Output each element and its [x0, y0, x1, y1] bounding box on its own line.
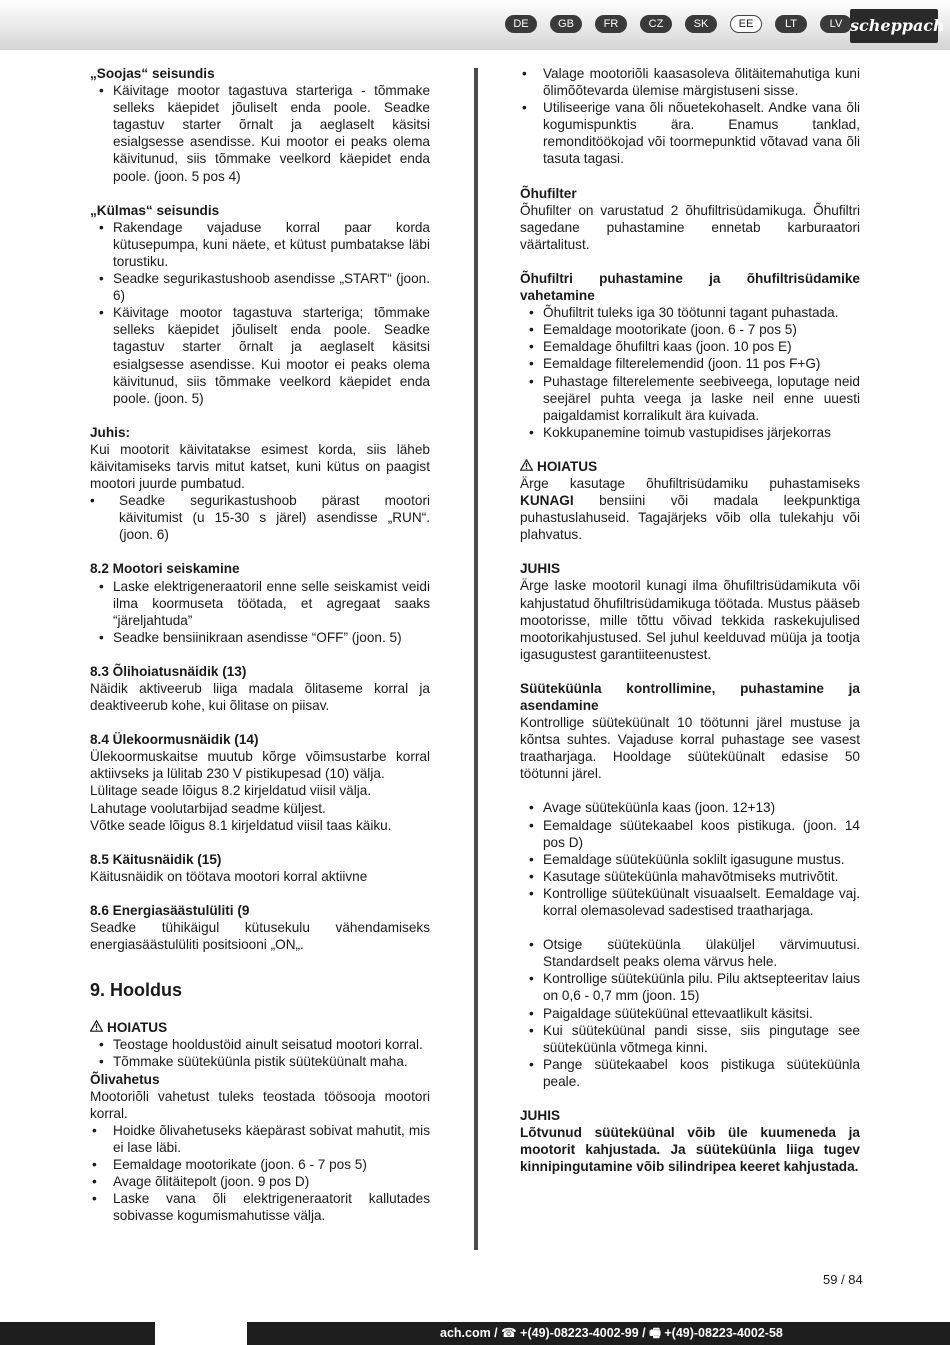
list-item: • Paigaldage süüteküünal ettevaatlikult käsitsi. [520, 1005, 860, 1022]
hoiatus-text-start: Ärge kasutage õhufiltrisüdamiku puhastamiseks [520, 475, 860, 491]
section-8-4-line: Lülitage seade lõigus 8.2 kirjeldatud viisil välja. [90, 783, 372, 799]
list-item: • Käivitage mootor tagastuva starteriga; tõmmake selleks käepidet jõuliselt enda poole. Seadke tagastuv starter õrnalt ja aeglaselt käsitsi esialgsesse asendisse. Kui mootor ei peaks olema käivitunud, siis tõmmake veelkord käepidet enda poole. (joon. 5) [90, 304, 430, 407]
list-item: • Laske elektrigeneraatoril enne selle seiskamist veidi ilma koormuseta töötada, et agregaat saaks “järeljahtuda” [90, 578, 430, 629]
puhastamine-heading: Õhufiltri puhastamine ja õhufiltrisüdamike vahetamine [520, 270, 860, 304]
syyte-text: Kontrollige süüteküünalt 10 töötunni järel mustuse ja kõntsa suhtes. Vajaduse korral puhastage see vasest traatharjaga. Hooldage süüteküünalt edasise 50 töötunni järel. [520, 715, 860, 782]
list-item: • Tõmmake süüteküünla pistik süüteküünalt maha. [90, 1053, 430, 1070]
right-column [520, 65, 860, 1175]
section-8-3-heading: 8.3 Õlihoiatusnäidik (13) [90, 663, 247, 679]
hoiatus-right-label: HOIATUS [537, 458, 598, 474]
syyte-list-2 [520, 936, 860, 1090]
hoiatus-text-end: bensiini või madala leekpunktiga puhastuslahuseid. Tagajärjeks võib olla tulekahju või plahvatus. [520, 493, 860, 543]
juhis-heading: Juhis: [90, 424, 131, 440]
list-item: • Teostage hooldustöid ainult seisatud mootori korral. [90, 1036, 430, 1053]
lang-tab-de[interactable]: DE [505, 15, 537, 33]
list-item: • Kontrollige süüteküünalt visuaalselt. Eemaldage vaj. korral olemasolevad sadestised traatharjaga. [520, 885, 860, 919]
list-item: • Avage süüteküünla kaas (joon. 12+13) [520, 799, 860, 816]
soojas-list [90, 82, 430, 185]
list-item: • Pange süütekaabel koos pistikuga süüteküünla peale. [520, 1056, 860, 1090]
warning-icon [520, 458, 534, 475]
section-8-6-text: Seadke tühikäigul kütusekulu vähendamiseks energiasäästulüliti positsiooni „ON„. [90, 920, 430, 953]
oil-list [520, 65, 860, 168]
list-item: • Kasutage süüteküünla mahavõtmiseks mutrivõtit. [520, 868, 860, 885]
list-item: • Eemaldage filterelemendid (joon. 11 pos F+G) [520, 355, 860, 372]
lang-tab-cz[interactable]: CZ [640, 15, 672, 33]
brand-logo: scheppach [850, 9, 938, 43]
column-divider [474, 68, 478, 1250]
list-item: • Eemaldage mootorikate (joon. 6 - 7 pos 5) [520, 321, 860, 338]
list-item: • Laske vana õli elektrigeneraatorit kallutades sobivasse kogumismahutisse välja. [90, 1190, 430, 1224]
list-item: • Käivitage mootor tagastuva starteriga - tõmmake selleks käepidet jõuliselt enda poole. Seadke tagastuv starter õrnalt ja aeglaselt käsitsi esialgsesse asendisse. Kui mootor ei peaks olema käivitunud, siis tõmmake veelkord käepidet enda poole. (joon. 5 pos 4) [90, 82, 430, 185]
list-item: • Hoidke õlivahetuseks käepärast sobivat mahutit, mis ei lase läbi. [90, 1122, 430, 1156]
page-number: 59 / 84 [823, 1272, 863, 1287]
list-item: • Õhufiltrit tuleks iga 30 töötunni tagant puhastada. [520, 304, 860, 321]
juhis-list [90, 492, 430, 543]
hoiatus-right-text [520, 475, 860, 543]
soojas-heading: „Soojas“ seisundis [90, 66, 215, 81]
lang-tab-lv[interactable]: LV [820, 15, 852, 33]
list-item: • Eemaldage süüteküünla soklilt igasugune mustus. [520, 851, 860, 868]
hoiatus-list [90, 1036, 430, 1070]
juhis-right-text: Ärge laske mootoril kunagi ilma õhufiltrisüdamikuta või kahjustatud õhufiltrisüdamikuga töötada. Mustus pääseb mootorisse, mille tõttu võivad tekkida raskekujulised mootorikahjustused. Sel juhul keelduvad müüja ja tootja igasugustest garantiiteenustest. [520, 578, 860, 662]
ohufilter-heading: Õhufilter [520, 185, 577, 201]
section-8-4-line: Lahutage voolutarbijad seadme küljest. [90, 800, 326, 816]
syyte-list-1 [520, 799, 860, 919]
language-tabs [505, 15, 852, 33]
list-item: • Kokkupanemine toimub vastupidises järjekorras [520, 424, 860, 441]
olivahetus-text: Mootoriõli vahetust tuleks teostada töösooja mootori korral. [90, 1088, 430, 1121]
olivahetus-heading: Õlivahetus [90, 1071, 160, 1087]
lang-tab-ee[interactable]: EE [730, 15, 762, 33]
lang-tab-lt[interactable]: LT [775, 15, 807, 33]
list-item: • Puhastage filterelemente seebiveega, loputage neid seejärel puhta veega ja laske neil enne uuesti paigaldamist korralikult ära kuivada. [520, 373, 860, 424]
lang-tab-gb[interactable]: GB [550, 15, 582, 33]
section-8-2-heading: 8.2 Mootori seiskamine [90, 561, 240, 577]
lang-tab-sk[interactable]: SK [685, 15, 717, 33]
list-item: • Eemaldage õhufiltri kaas (joon. 10 pos E) [520, 338, 860, 355]
section-8-4-line: Võtke seade lõigus 8.1 kirjeldatud viisil taas käiku. [90, 817, 392, 833]
juhis-final-text: Lõtvunud süüteküünal võib üle kuumeneda ja mootorit kahjustada. Ja süüteküünla liiga tugev kinnipingutamine võib silindripea keeret kahjustada. [520, 1125, 860, 1175]
lang-tab-fr[interactable]: FR [595, 15, 627, 33]
list-item: • Rakendage vajaduse korral paar korda kütusepumpa, kuni näete, et kütust pumbatakse läbi torustiku. [90, 219, 430, 270]
section-8-6-heading: 8.6 Energiasäästulüliti (9 [90, 902, 250, 918]
section-8-4-heading: 8.4 Ülekoormusnäidik (14) [90, 732, 259, 748]
list-item: • Kontrollige süüteküünla pilu. Pilu aktsepteeritav laius on 0,6 - 0,7 mm (joon. 15) [520, 970, 860, 1004]
list-item: • Kui süüteküünal pandi sisse, siis pingutage see süüteküünla võtmega kinni. [520, 1022, 860, 1056]
list-item: • Seadke segurikastushoob asendisse „START“ (joon. 6) [90, 270, 430, 304]
ohufilter-text: Õhufilter on varustatud 2 õhufiltrisüdamikuga. Õhufiltri sagedane puhastamine ennetab karburaatori väärtalitust. [520, 202, 860, 252]
footer-gap [155, 1322, 247, 1345]
hoiatus-right-heading [520, 458, 860, 475]
syyte-heading: Süüteküünla kontrollimine, puhastamine ja asendamine [520, 680, 860, 713]
section-8-3-text: Näidik aktiveerub liiga madala õlitaseme korral ja deaktiveerub kohe, kui õlitase on piisav. [90, 681, 430, 714]
kylmas-heading: „Külmas“ seisundis [90, 202, 220, 218]
juhis-final-heading: JUHIS [520, 1107, 561, 1123]
section-8-5-text: Käitusnäidik on töötava mootori korral aktiivne [90, 868, 368, 884]
kylmas-list [90, 219, 430, 407]
list-item: • Valage mootoriõli kaasasoleva õlitäitemahutiga kuni õlimõõtevarda ülemise märgistuseni sisse. [520, 65, 860, 99]
list-item: • Seadke segurikastushoob pärast mootori käivitumist (u 15-30 s järel) asendisse „RUN“. (joon. 6) [90, 492, 430, 543]
hoiatus-label: HOIATUS [107, 1020, 168, 1036]
list-item: • Eemaldage süütekaabel koos pistikuga. (joon. 14 pos D) [520, 817, 860, 851]
olivahetus-list [90, 1122, 430, 1225]
juhis-right-heading: JUHIS [520, 561, 561, 577]
footer-contact: ach.com / ☎ +(49)-08223-4002-99 / 🖷 +(49)-08223-4002-58 [440, 1326, 783, 1340]
juhis-text: Kui mootorit käivitatakse esimest korda, siis läheb käivitamiseks tarvis mitut katset, kuni kütus on paagist mootori juurde pumbatud. [90, 441, 430, 492]
list-item: • Eemaldage mootorikate (joon. 6 - 7 pos 5) [90, 1156, 430, 1173]
puhastamine-list [520, 304, 860, 441]
hoiatus-heading [90, 1019, 430, 1036]
section-8-5-heading: 8.5 Käitusnäidik (15) [90, 851, 222, 867]
left-column [90, 65, 430, 1224]
hoiatus-text-bold: KUNAGI [520, 493, 574, 509]
section-8-2-list [90, 578, 430, 646]
list-item: • Otsige süüteküünla ülaküljel värvimuutusi. Standardselt peaks olema värvus hele. [520, 936, 860, 970]
section-9-heading: 9. Hooldus [90, 980, 183, 1001]
warning-icon [90, 1019, 104, 1036]
list-item: • Seadke bensiinikraan asendisse “OFF” (joon. 5) [90, 629, 430, 646]
list-item: • Avage õlitäitepolt (joon. 9 pos D) [90, 1173, 430, 1190]
list-item: • Utiliseerige vana õli nõuetekohaselt. Andke vana õli kogumispunktis ära. Enamus tanklad, remonditöökojad või toormepunktid võtavad vana õli tasuta tagasi. [520, 99, 860, 167]
section-8-4-line: Ülekoormuskaitse muutub kõrge võimsustarbe korral aktiivseks ja lülitab 230 V pistikupesad (10) välja. [90, 749, 430, 782]
